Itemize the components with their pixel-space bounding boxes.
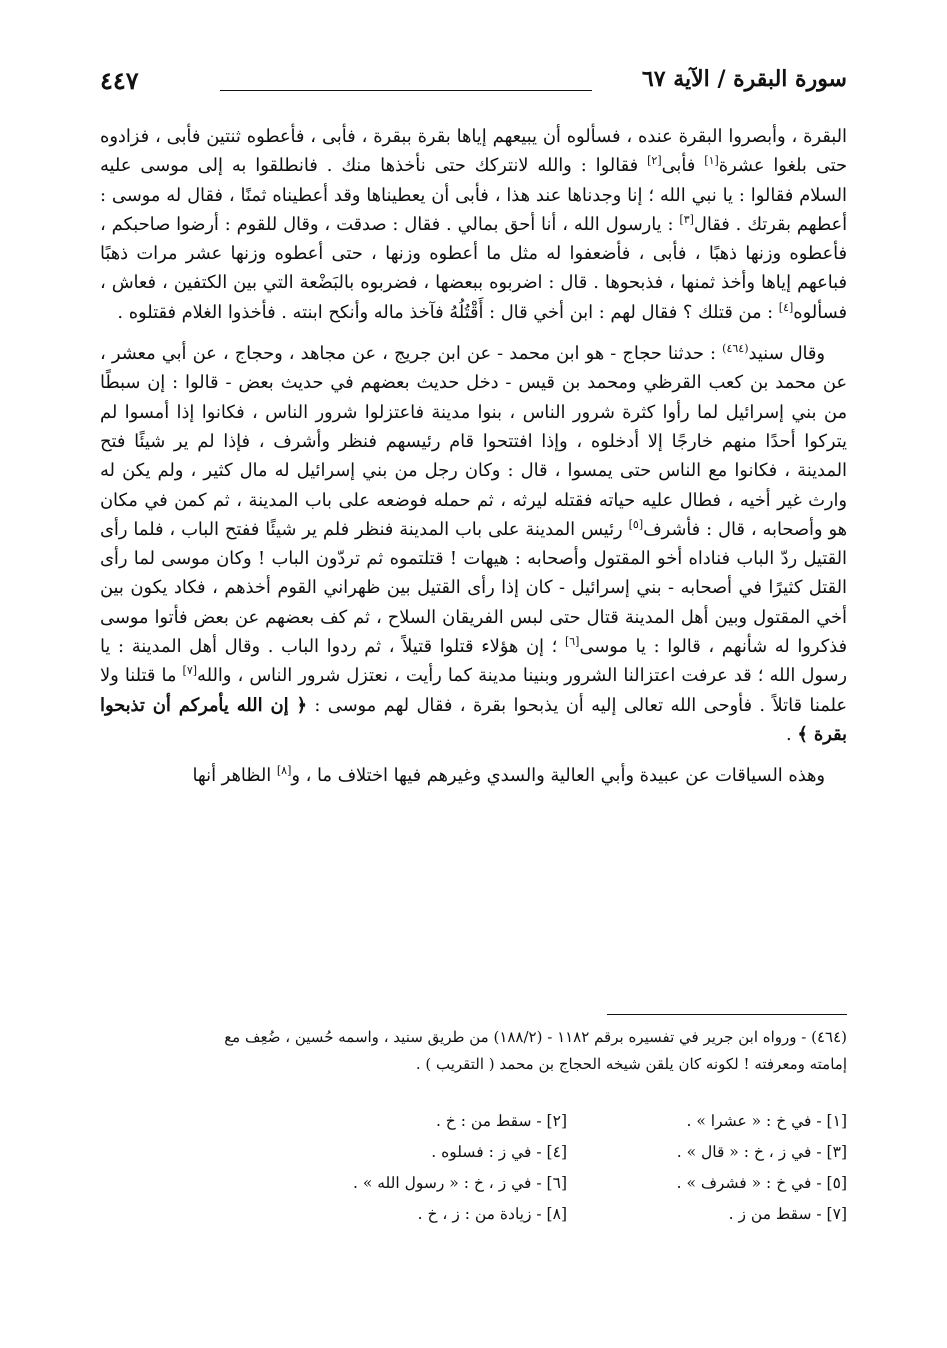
text-run: : حدثنا حجاج - هو ابن محمد - عن ابن جريج ، عن مجاهد ، وحجاج ، عن أبي معشر ، عن محمد بن كعب القرظي ومحمد بن قيس - دخل حديث بعضهم في حديث بعض - قالوا : إن سبطًا من بني إسرائيل لما رأوا كثرة شرور الناس ، بنوا مدينة فاعتزلوا شرور الناس ، فكانوا إذا أمسوا لم يتركوا أحدًا منهم خارجًا إلا أدخلوه ، وإذا افتتحوا قام رئيسهم فنظر وأشرف ، فإذا لم ير شيئًا فتح المدينة ، فكانوا مع الناس حتى يمسوا ، قال : وكان رجل من بني إسرائيل له مال كثير ، ولم يكن له وارث غير أخيه ، فطال عليه حياته فقتله ليرثه ، ثم حمله فوضعه على باب المدينة ، ثم كمن في مكان هو وأصحابه ، قال : فأشرف <box>100 343 848 540</box>
footnote-ref: [٤] <box>778 300 794 314</box>
variant-note: [٥] - في خ : « فشرف » . <box>676 1174 847 1192</box>
text-run: وقال سنيد <box>748 343 825 365</box>
footnote-ref: [٦] <box>564 635 580 649</box>
variant-note: [٣] - في ز ، خ : « قال » . <box>676 1143 847 1161</box>
footnote-line: (٤٦٤) - ورواه ابن جرير في تفسيره برقم ١١٨٢ - (١٨٨/٢) من طريق سنيد ، واسمه حُسين ، ضُعِف مع <box>224 1028 847 1046</box>
variant-notes <box>287 1108 847 1228</box>
text-run: البقرة ، وأبصروا البقرة عنده ، فسألوه أن يبيعهم إياها بقرة ببقرة ، فأبى ، فأعطوه ثنتين فأبى ، فزادوه حتى بلغوا عشرة <box>100 126 848 177</box>
footnote-ref: [٨] <box>276 764 292 778</box>
main-text <box>100 122 847 791</box>
variant-note: [٧] - سقط من ز . <box>728 1205 847 1223</box>
text-run: الظاهر أنها <box>192 765 277 787</box>
hadith-ref: (٤٦٤) <box>722 342 749 356</box>
text-run: رئيس المدينة على باب المدينة فنظر فلم ير شيئًا ففتح الباب ، فلما رأى القتيل ردّ الباب فناداه أخو المقتول وأصحابه : هيهات ! قتلتموه ثم تردّون الباب ! وكان موسى لما رأى القتل كثيرًا في أصحابه - بني إسرائيل - كان إذا رأى القتيل بين ظهراني القوم أخذهم ، فكاد يكون بين أخي المقتول وبين أهل المدينة قتال حتى لبس الفريقان السلاح ، ثم كف بعضهم عن بعض فأتوا موسى فذكروا له شأنهم ، قالوا : يا موسى <box>100 518 848 658</box>
footnote-ref: [٥] <box>628 517 644 531</box>
quran-verse: ﴿ إن الله يأمركم أن تذبحوا بقرة ﴾ <box>100 694 847 745</box>
paragraph-3 <box>100 761 847 790</box>
footnote-rule <box>607 1014 847 1015</box>
text-run: . <box>786 723 798 745</box>
text-run: : يارسول الله ، أنا أحق بمالي . فقال : صدقت ، وقال للقوم : أرضوا صاحبكم ، فأعطوه وزنها ذهبًا ، فأبى ، فأضعفوا له مثل ما أعطوه وزنها ، حتى أعطوه وزنها عشر مرات ذهبًا فباعهم إياها وأخذ ثمنها ، فذبحوها . قال : اضربوه ببعضها ، فضربوه بالبَضْعة التي بين الكتفين ، فعاش ، فسألوه <box>100 213 847 323</box>
variant-note: [٨] - زيادة من : ز ، خ . <box>417 1205 567 1223</box>
header-rule <box>220 90 592 91</box>
text-run: وهذه السياقات عن عبيدة وأبي العالية والسدي وغيرهم فيها اختلاف ما ، و <box>291 765 825 787</box>
footnote-ref: [١] <box>704 154 719 168</box>
paragraph-2 <box>100 339 847 749</box>
variant-note: [١] - في خ : « عشرا » . <box>686 1112 847 1130</box>
hadith-footnote <box>100 1024 847 1078</box>
paragraph-1 <box>100 122 847 327</box>
running-title: سورة البقرة / الآية ٦٧ <box>641 66 847 92</box>
footnote-line: إمامته ومعرفته ! لكونه كان يلقن شيخه الحجاج بن محمد ( التقريب ) . <box>415 1055 847 1073</box>
variant-note: [٤] - في ز : فسلوه . <box>431 1143 567 1161</box>
variant-note: [٢] - سقط من : خ . <box>435 1112 567 1130</box>
text-run: ما قتلنا ولا علمنا قاتلاً . فأوحى الله تعالى إليه أن يذبحوا بقرة ، فقال لهم موسى : <box>100 665 847 716</box>
text-run: : من قتلك ؟ فقال لهم : ابن أخي قال : أَقْتُلُهُ فآخذ ماله وأنكح ابنته . فأخذوا الغلام فقتلوه . <box>117 301 779 323</box>
footnote-ref: [٧] <box>182 664 198 678</box>
page-number: ٤٤٧ <box>100 66 139 95</box>
variant-note: [٦] - في ز ، خ : « رسول الله » . <box>352 1174 567 1192</box>
footnote-ref: [٢] <box>647 154 662 168</box>
text-run: فأبى <box>661 155 705 177</box>
text-run: ؛ إن هؤلاء قتلوا قتيلاً ، ثم ردوا الباب . وقال أهل المدينة : يا رسول الله ؛ قد عرفت اعتزالنا الشرور وبنينا مدينة كما رأيت ، نعتزل شرور الناس ، والله <box>100 636 847 687</box>
footnote-ref: [٣] <box>679 212 694 226</box>
text-run: فقالوا : والله لانتركك حتى نأخذها منك . فانطلقوا به إلى موسى عليه السلام فقالوا : يا نبي الله ؛ إنا وجدناها عند هذا ، فأبى أن يعطيناها وقد أعطيناه ثمنًا ، فقال له موسى : أعطهم بقرتك . فقال <box>100 155 848 235</box>
page-header <box>100 66 847 106</box>
